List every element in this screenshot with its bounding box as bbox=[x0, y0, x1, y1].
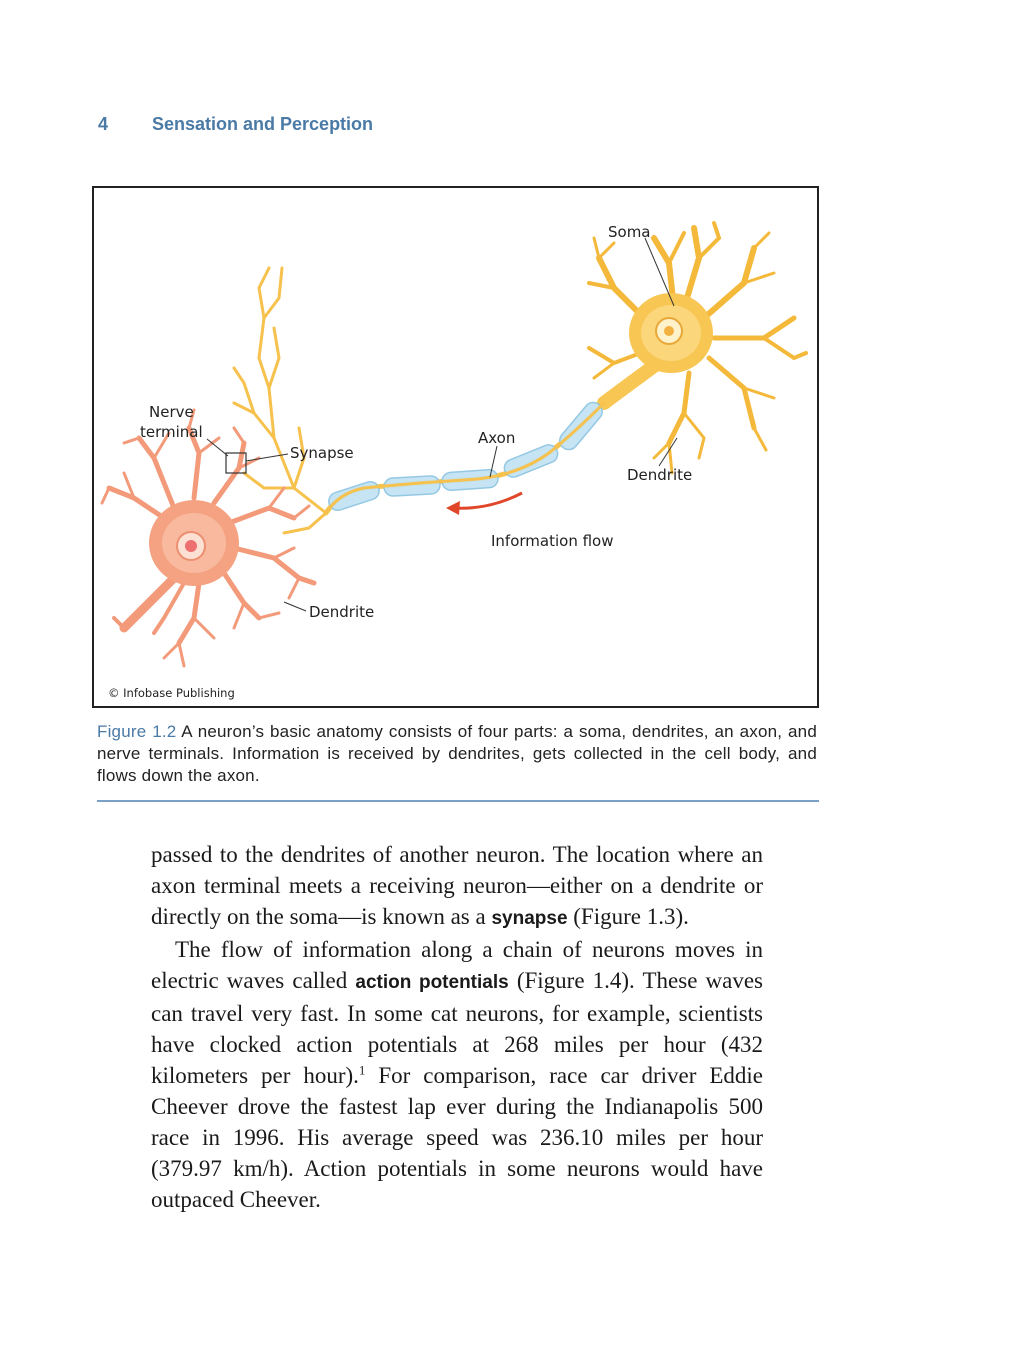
information-flow-label: Information flow bbox=[491, 532, 614, 550]
figure-caption bbox=[97, 721, 817, 787]
neuron-illustration bbox=[94, 188, 817, 706]
synapse-label: Synapse bbox=[290, 444, 354, 462]
axon-label: Axon bbox=[478, 429, 516, 447]
body-text bbox=[151, 839, 763, 1215]
information-flow-arrow bbox=[454, 493, 522, 508]
running-title: Sensation and Perception bbox=[152, 114, 374, 134]
nerve-terminal-label-line1: Nerve bbox=[149, 403, 194, 421]
figure-label: Figure 1.2 bbox=[97, 722, 177, 741]
footnote-ref: 1 bbox=[358, 1062, 366, 1078]
caption-rule bbox=[97, 800, 819, 802]
p2-text-a: The flow of information along a chain of neurons moves in electric waves called bbox=[151, 937, 763, 993]
figure-credit: © Infobase Publishing bbox=[108, 686, 235, 700]
paragraph-2 bbox=[151, 934, 763, 1215]
term-synapse: synapse bbox=[491, 908, 568, 929]
p1-text-b: (Figure 1.3). bbox=[567, 904, 689, 929]
myelin-sheath bbox=[326, 399, 605, 513]
page-number: 4 bbox=[98, 114, 109, 134]
dendrite-right-label: Dendrite bbox=[627, 466, 693, 484]
soma-label: Soma bbox=[608, 223, 651, 241]
paragraph-1 bbox=[151, 839, 763, 934]
term-action-potentials: action potentials bbox=[355, 972, 509, 993]
p2-text-b: (Figure 1.4). These waves can travel very fast. In some cat neurons, for example, scientists have clocked action potentials at 268 miles per hour (432 kilometers per hour). bbox=[151, 968, 763, 1088]
nerve-terminal-label-line2: terminal bbox=[140, 423, 203, 441]
p1-text-a: passed to the dendrites of another neuron. The location where an axon terminal meets a receiving neuron—either on a dendrite or directly on the soma—is known as a bbox=[151, 842, 763, 929]
neuron-figure bbox=[92, 186, 819, 708]
dendrite-left-label: Dendrite bbox=[309, 603, 375, 621]
caption-text: A neuron’s basic anatomy consists of four parts: a soma, dendrites, an axon, and nerve terminals. Information is received by dendrites, gets collected in the cell body, and flows down the axon. bbox=[97, 722, 817, 785]
p2-text-c: For comparison, race car driver Eddie Cheever drove the fastest lap ever during the Indianapolis 500 race in 1996. His average speed was 236.10 miles per hour (379.97 km/h). Action potentials in some neurons would have outpaced Cheever. bbox=[151, 1063, 763, 1212]
